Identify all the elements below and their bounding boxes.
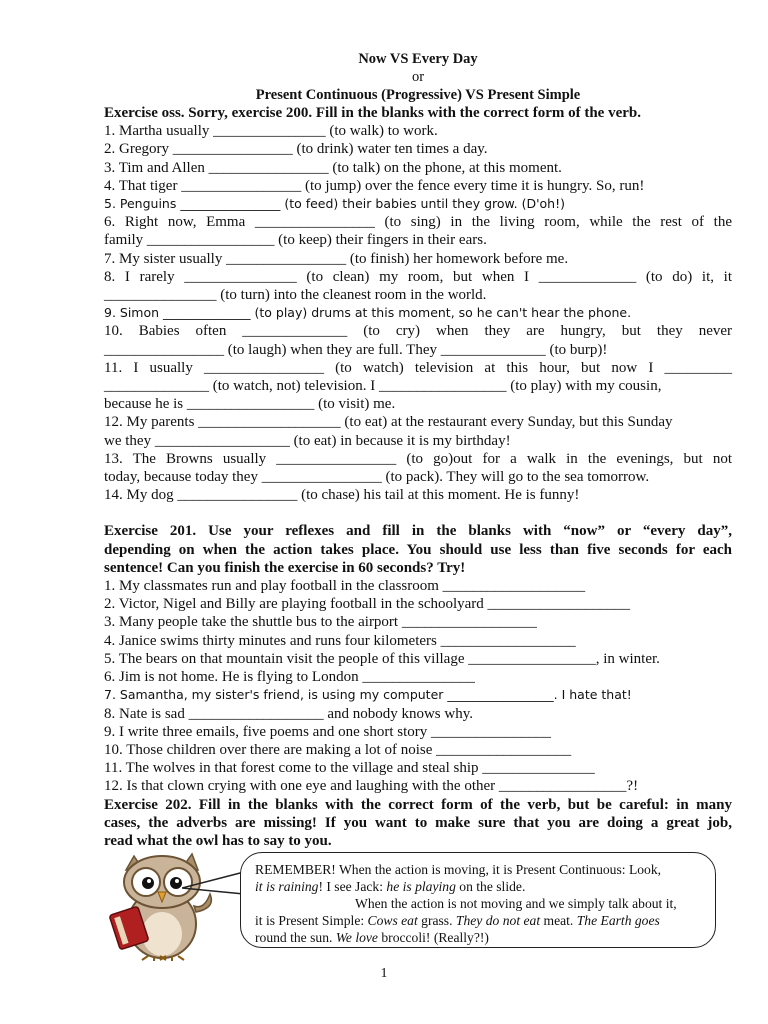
ex200-line: we they __________________ (to eat) in because it is my birthday! <box>104 432 511 449</box>
exercise-202-heading: read what the owl has to say to you. <box>104 832 332 849</box>
ex201-line: 4. Janice swims thirty minutes and runs four kilometers __________________ <box>104 632 576 649</box>
ex201-line: 8. Nate is sad __________________ and nobody knows why. <box>104 705 474 722</box>
page-title: Now VS Every Day <box>358 51 478 67</box>
ex200-line: today, because today they ________________ (to pack). They will go to the sea tomorrow. <box>104 469 650 486</box>
ex201-line: 10. Those children over there are making a lot of noise __________________ <box>104 741 572 758</box>
exercise-200-heading: Exercise oss. Sorry, exercise 200. Fill in the blanks with the correct form of the verb. <box>104 105 641 121</box>
ex200-line: 11. I usually ________________ (to watch) television at this hour, but now I _________ <box>104 359 732 376</box>
ex200-line: 10. Babies often ______________ (to cry) when they are hungry, but they never <box>104 323 732 340</box>
ex200-line: ________________ (to laugh) when they are full. They ______________ (to burp)! <box>104 341 608 358</box>
ex201-line: 1. My classmates run and play football in the classroom ___________________ <box>104 578 586 595</box>
ex200-line: 12. My parents ___________________ (to eat) at the restaurant every Sunday, but this Sunday <box>104 414 673 431</box>
ex200-line: _______________ (to turn) into the cleanest room in the world. <box>104 287 487 304</box>
ex200-line: 8. I rarely _______________ (to clean) my room, but when I _____________ (to do) it, it <box>104 268 732 285</box>
ex200-line: 3. Tim and Allen ________________ (to talk) on the phone, at this moment. <box>104 159 562 176</box>
title-or: or <box>411 69 425 85</box>
speech-bubble <box>240 852 716 948</box>
ex201-line: 7. Samantha, my sister's friend, is using my computer _________________. I hate that! <box>104 687 632 703</box>
bubble-line: When the action is not moving and we simply talk about it, <box>355 896 677 911</box>
exercise-202-heading: Exercise 202. Fill in the blanks with the correct form of the verb, but be careful: in many <box>104 796 732 813</box>
bubble-line: it is raining! I see Jack: he is playing on the slide. <box>255 879 526 894</box>
ex200-line: 1. Martha usually _______________ (to walk) to work. <box>104 123 438 140</box>
ex201-line: 12. Is that clown crying with one eye and laughing with the other _________________?! <box>104 778 639 795</box>
ex200-line: because he is _________________ (to visit) me. <box>104 396 396 413</box>
exercise-202-heading: cases, the adverbs are missing! If you want to make sure that you are doing a great job, <box>104 814 732 831</box>
ex201-line: 11. The wolves in that forest come to the village and steal ship _______________ <box>104 760 595 777</box>
ex201-line: 3. Many people take the shuttle bus to the airport __________________ <box>104 614 537 631</box>
owl-tip-area <box>104 842 744 962</box>
bubble-line: REMEMBER! When the action is moving, it is Present Continuous: Look, <box>255 862 662 877</box>
exercise-201-heading: depending on when the action takes place. You should use less than five seconds for each <box>104 541 732 558</box>
ex200-line: 13. The Browns usually ________________ (to go)out for a walk in the evenings, but not <box>104 450 732 467</box>
worksheet <box>104 50 732 850</box>
ex200-line: 14. My dog ________________ (to chase) his tail at this moment. He is funny! <box>104 487 580 504</box>
page-number: 1 <box>380 966 388 981</box>
ex200-line: 6. Right now, Emma ________________ (to sing) in the living room, while the rest of the <box>104 214 732 231</box>
ex200-line: ______________ (to watch, not) television. I _________________ (to play) with my cousin, <box>104 378 662 395</box>
ex200-line: 2. Gregory ________________ (to drink) water ten times a day. <box>104 141 488 158</box>
ex201-line: 6. Jim is not home. He is flying to London _______________ <box>104 669 475 686</box>
bubble-line: it is Present Simple: Cows eat grass. They do not eat meat. The Earth goes <box>255 913 660 928</box>
ex201-line: 2. Victor, Nigel and Billy are playing football in the schoolyard ___________________ <box>104 596 631 613</box>
ex201-line: 9. I write three emails, five poems and one short story ________________ <box>104 723 551 740</box>
exercise-201-heading: sentence! Can you finish the exercise in 60 seconds? Try! <box>104 559 466 576</box>
ex201-line: 5. The bears on that mountain visit the people of this village _________________, in winter. <box>104 650 660 667</box>
bubble-line: round the sun. We love broccoli! (Really?!) <box>255 930 489 945</box>
page-subtitle: Present Continuous (Progressive) VS Present Simple <box>255 87 581 103</box>
ex200-line: 5. Penguins ________________ (to feed) their babies until they grow. (D'oh!) <box>104 196 565 212</box>
ex200-line: 7. My sister usually ________________ (to finish) her homework before me. <box>104 250 569 267</box>
ex200-line: 4. That tiger ________________ (to jump) over the fence every time it is hungry. So, run! <box>104 177 645 194</box>
ex200-line: family _________________ (to keep) their fingers in their ears. <box>104 232 487 249</box>
exercise-201-heading: Exercise 201. Use your reflexes and fill in the blanks with “now” or “every day”, <box>104 523 732 540</box>
ex200-line: 9. Simon ______________ (to play) drums at this moment, so he can't hear the phone. <box>104 305 632 321</box>
